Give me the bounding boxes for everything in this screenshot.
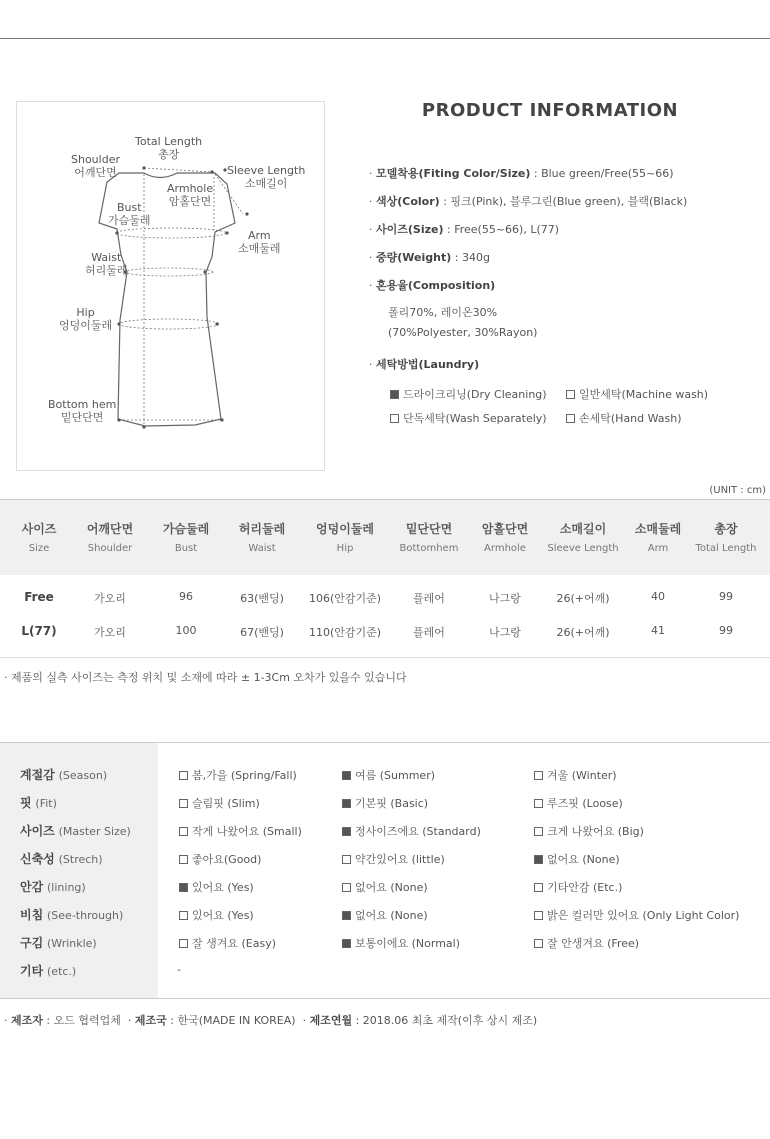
unchecked-box-icon bbox=[534, 939, 543, 948]
unchecked-box-icon bbox=[342, 855, 351, 864]
size-note: · 제품의 실측 사이즈는 측정 위치 및 소재에 따라 ± 1-3Cm 오차가 있을수 있습니다 bbox=[4, 671, 407, 684]
bust-label: Bust 가슴둘레 bbox=[108, 201, 151, 227]
option-summer: 여름 (Summer) bbox=[342, 767, 435, 783]
unchecked-box-icon bbox=[566, 414, 575, 423]
header-arm: 소매둘레 Arm bbox=[634, 522, 682, 554]
header-waist: 허리둘레 Waist bbox=[238, 522, 286, 554]
composition-ko: 폴리70%, 레이온30% bbox=[388, 306, 498, 319]
unchecked-box-icon bbox=[179, 799, 188, 808]
table-cell: 26(+어깨) bbox=[556, 592, 610, 605]
unchecked-box-icon bbox=[342, 883, 351, 892]
attr-label-master-size: 사이즈 (Master Size) bbox=[20, 824, 131, 838]
product-info-title: PRODUCT INFORMATION bbox=[421, 100, 679, 121]
table-cell: L(77) bbox=[21, 624, 57, 638]
header-hip: 엉덩이둘레 Hip bbox=[316, 522, 374, 554]
attr-label-etc: 기타 (etc.) bbox=[20, 964, 77, 978]
unchecked-box-icon bbox=[390, 414, 399, 423]
laundry-machine-wash: 일반세탁(Machine wash) bbox=[566, 386, 708, 402]
bottom-hem-label: Bottom hem 밑단단면 bbox=[48, 398, 117, 424]
option-good: 좋아요(Good) bbox=[179, 851, 261, 867]
shoulder-label: Shoulder 어깨단면 bbox=[71, 153, 120, 179]
unchecked-box-icon bbox=[179, 911, 188, 920]
option-basic: 기본핏 (Basic) bbox=[342, 795, 428, 811]
unchecked-box-icon bbox=[179, 771, 188, 780]
table-cell: 40 bbox=[651, 590, 665, 603]
header-total-length: 총장 Total Length bbox=[695, 522, 757, 554]
info-row-color: · 색상(Color) : 핑크(Pink), 블루그린(Blue green), 블랙(Black) bbox=[369, 195, 688, 208]
info-row-laundry: · 세탁방법(Laundry) bbox=[369, 358, 480, 371]
table-cell: 96 bbox=[179, 590, 193, 603]
table-cell: 99 bbox=[719, 624, 733, 637]
armhole-label: Armhole 암홀단면 bbox=[167, 182, 214, 208]
option-see-through-none: 없어요 (None) bbox=[342, 907, 428, 923]
header-bottomhem: 밑단단면 Bottomhem bbox=[399, 522, 459, 554]
table-cell: 플레어 bbox=[413, 626, 445, 639]
option-standard: 정사이즈에요 (Standard) bbox=[342, 823, 481, 839]
info-row-size: · 사이즈(Size) : Free(55~66), L(77) bbox=[369, 223, 560, 236]
unchecked-box-icon bbox=[534, 771, 543, 780]
checked-box-icon bbox=[342, 939, 351, 948]
manufacturer-info: · 제조자 : 오드 협력업체 · 제조국 : 한국(MADE IN KOREA) · 제조연월 : 2018.06 최초 제작(이후 상시 제조) bbox=[4, 1014, 538, 1027]
table-cell: 100 bbox=[175, 624, 197, 637]
header-size: 사이즈 Size bbox=[21, 522, 57, 554]
total-length-label: Total Length 총장 bbox=[135, 135, 203, 161]
composition-en: (70%Polyester, 30%Rayon) bbox=[388, 326, 538, 339]
attr-label-see-through: 비침 (See-through) bbox=[20, 908, 124, 922]
checked-box-icon bbox=[390, 390, 399, 399]
attr-label-season: 계절감 (Season) bbox=[20, 768, 108, 782]
table-cell: 106(안감기준) bbox=[308, 592, 382, 605]
table-cell: 63(밴딩) bbox=[240, 592, 284, 605]
option-winter: 겨울 (Winter) bbox=[534, 767, 617, 783]
attr-label-fit: 핏 (Fit) bbox=[20, 796, 57, 810]
top-divider bbox=[0, 38, 770, 39]
measurement-diagram bbox=[16, 101, 325, 471]
checked-box-icon bbox=[342, 799, 351, 808]
unchecked-box-icon bbox=[179, 855, 188, 864]
arm-label: Arm 소매둘레 bbox=[238, 229, 281, 255]
unchecked-box-icon bbox=[179, 827, 188, 836]
table-cell: 나그랑 bbox=[489, 626, 521, 639]
laundry-dry-cleaning: 드라이크리닝(Dry Cleaning) bbox=[390, 386, 547, 402]
option-slim: 슬림핏 (Slim) bbox=[179, 795, 260, 811]
header-shoulder: 어깨단면 Shoulder bbox=[86, 522, 134, 554]
option-lining-yes: 있어요 (Yes) bbox=[179, 879, 254, 895]
option-lining-etc: 기타안감 (Etc.) bbox=[534, 879, 622, 895]
checked-box-icon bbox=[179, 883, 188, 892]
unit-label: (UNIT : cm) bbox=[709, 485, 766, 496]
info-row-fitting: · 모델착용(Fiting Color/Size) : Blue green/Free(55~66) bbox=[369, 167, 674, 180]
table-cell: 가오리 bbox=[94, 592, 126, 605]
checked-box-icon bbox=[534, 855, 543, 864]
table-cell: 플레어 bbox=[413, 592, 445, 605]
option-see-through-yes: 있어요 (Yes) bbox=[179, 907, 254, 923]
checked-box-icon bbox=[342, 911, 351, 920]
option-big: 크게 나왔어요 (Big) bbox=[534, 823, 644, 839]
option-little: 약간있어요 (little) bbox=[342, 851, 445, 867]
info-row-weight: · 중량(Weight) : 340g bbox=[369, 251, 490, 264]
unchecked-box-icon bbox=[534, 883, 543, 892]
option-loose: 루즈핏 (Loose) bbox=[534, 795, 623, 811]
sleeve-length-label: Sleeve Length 소매길이 bbox=[227, 164, 306, 190]
unchecked-box-icon bbox=[566, 390, 575, 399]
header-sleeve-length: 소매길이 Sleeve Length bbox=[547, 522, 619, 554]
header-bust: 가슴둘레 Bust bbox=[162, 522, 210, 554]
attr-label-wrinkle: 구김 (Wrinkle) bbox=[20, 936, 97, 950]
laundry-hand-wash: 손세탁(Hand Wash) bbox=[566, 410, 682, 426]
waist-label: Waist 허리둘레 bbox=[85, 251, 128, 277]
header-armhole: 암홀단면 Armhole bbox=[481, 522, 529, 554]
table-cell: 110(안감기준) bbox=[308, 626, 382, 639]
table-divider bbox=[0, 657, 770, 658]
unchecked-box-icon bbox=[179, 939, 188, 948]
option-wrinkle-free: 잘 안생겨요 (Free) bbox=[534, 935, 639, 951]
option-stretch-none: 없어요 (None) bbox=[534, 851, 620, 867]
attr-label-lining: 안감 (lining) bbox=[20, 880, 86, 894]
unchecked-box-icon bbox=[534, 799, 543, 808]
option-spring-fall: 봄,가을 (Spring/Fall) bbox=[179, 767, 297, 783]
unchecked-box-icon bbox=[534, 911, 543, 920]
info-row-composition: · 혼용율(Composition) bbox=[369, 279, 496, 292]
option-wrinkle-easy: 잘 생겨요 (Easy) bbox=[179, 935, 276, 951]
attr-label-stretch: 신축성 (Strech) bbox=[20, 852, 103, 866]
option-wrinkle-normal: 보통이에요 (Normal) bbox=[342, 935, 460, 951]
table-cell: 나그랑 bbox=[489, 592, 521, 605]
hip-label: Hip 엉덩이둘레 bbox=[59, 306, 113, 332]
attributes-bottom-divider bbox=[0, 998, 770, 999]
table-cell: 67(밴딩) bbox=[240, 626, 284, 639]
table-cell: 99 bbox=[719, 590, 733, 603]
option-small: 작게 나왔어요 (Small) bbox=[179, 823, 302, 839]
table-cell: 가오리 bbox=[94, 626, 126, 639]
table-cell: 26(+어깨) bbox=[556, 626, 610, 639]
option-etc-value: - bbox=[177, 963, 181, 976]
option-lining-none: 없어요 (None) bbox=[342, 879, 428, 895]
checked-box-icon bbox=[342, 771, 351, 780]
table-cell: Free bbox=[24, 590, 54, 604]
option-light-color: 밝은 컬러만 있어요 (Only Light Color) bbox=[534, 907, 739, 923]
checked-box-icon bbox=[342, 827, 351, 836]
laundry-wash-separately: 단독세탁(Wash Separately) bbox=[390, 410, 547, 426]
table-cell: 41 bbox=[651, 624, 665, 637]
unchecked-box-icon bbox=[534, 827, 543, 836]
